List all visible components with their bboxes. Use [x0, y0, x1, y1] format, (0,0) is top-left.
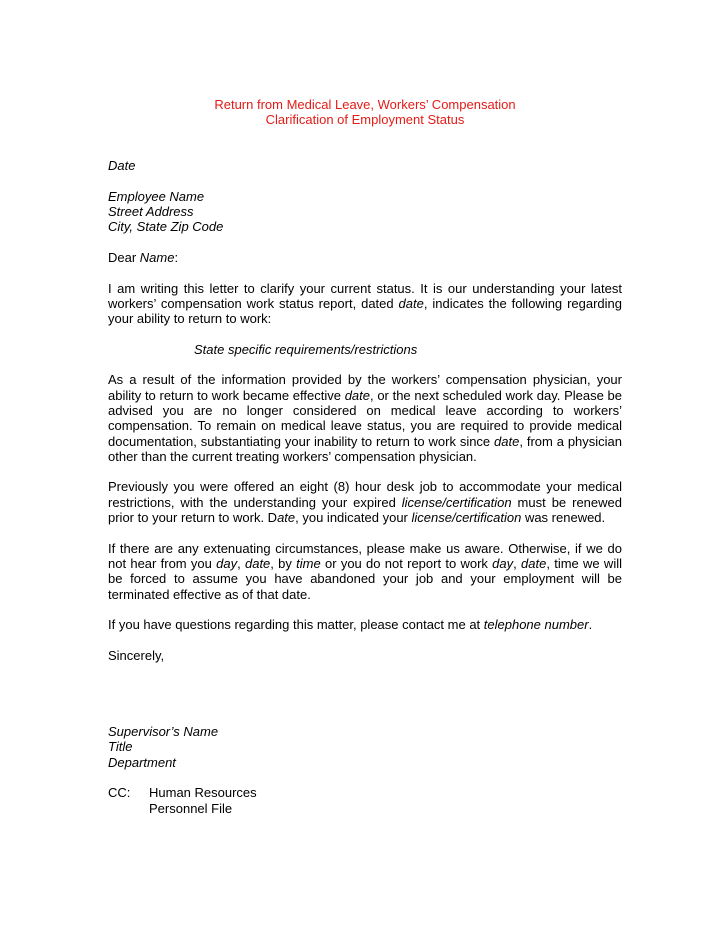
cc-block [108, 785, 622, 816]
paragraph-return: As a result of the information provided by the workers’ compensation physician, your ability to return to work became effective date, or the next scheduled work day. Please be advised you are no longer considered on medical leave according to workers’ compensation. To remain on medical leave status, you are required to provide medical documentation, substantiating your inability to return to work since date, from a physician other than the current treating workers’ compensation physician. [108, 372, 623, 464]
cc-label: CC: [108, 785, 131, 801]
paragraph-circumstances: If there are any extenuating circumstances, please make us aware. Otherwise, if we do not hear from you day, date, by time or you do not report to work day, date, time we will be forced to assume you have abandoned your job and your employment will be terminated effective as of that date. [108, 540, 622, 602]
recipient-name: Employee Name [108, 188, 205, 204]
cc-recipient-2: Personnel File [149, 800, 233, 816]
recipient-street: Street Address [108, 204, 194, 220]
recipient-city: City, State Zip Code [108, 219, 224, 235]
closing: Sincerely, [108, 647, 165, 663]
cc-recipient-1: Human Resources [149, 785, 257, 801]
supervisor-name: Supervisor’s Name [108, 724, 219, 740]
letter-date: Date [108, 158, 136, 174]
paragraph-contact: If you have questions regarding this matter, please contact me at telephone number. [108, 617, 593, 633]
paragraph-desk-job: Previously you were offered an eight (8) hour desk job to accommodate your medical restrictions, with the understanding your expired license/certification must be renewed prior to your return to work. Date, you indicated your license/certification was renewed. [108, 479, 622, 526]
supervisor-title: Title [108, 739, 133, 755]
salutation: Dear Name: [108, 249, 179, 265]
letter [108, 97, 622, 816]
title-line-2: Clarification of Employment Status [265, 112, 465, 128]
supervisor-department: Department [108, 754, 176, 770]
restrictions-line: State specific requirements/restrictions [194, 341, 418, 357]
signature-block [108, 724, 622, 770]
recipient-address [108, 189, 622, 235]
letter-title [108, 97, 622, 128]
title-line-1: Return from Medical Leave, Workers’ Compensation [214, 97, 516, 112]
paragraph-status: I am writing this letter to clarify your current status. It is our understanding your latest workers’ compensation work status report, dated date, indicates the following regarding your ability to return to work: [108, 280, 622, 327]
